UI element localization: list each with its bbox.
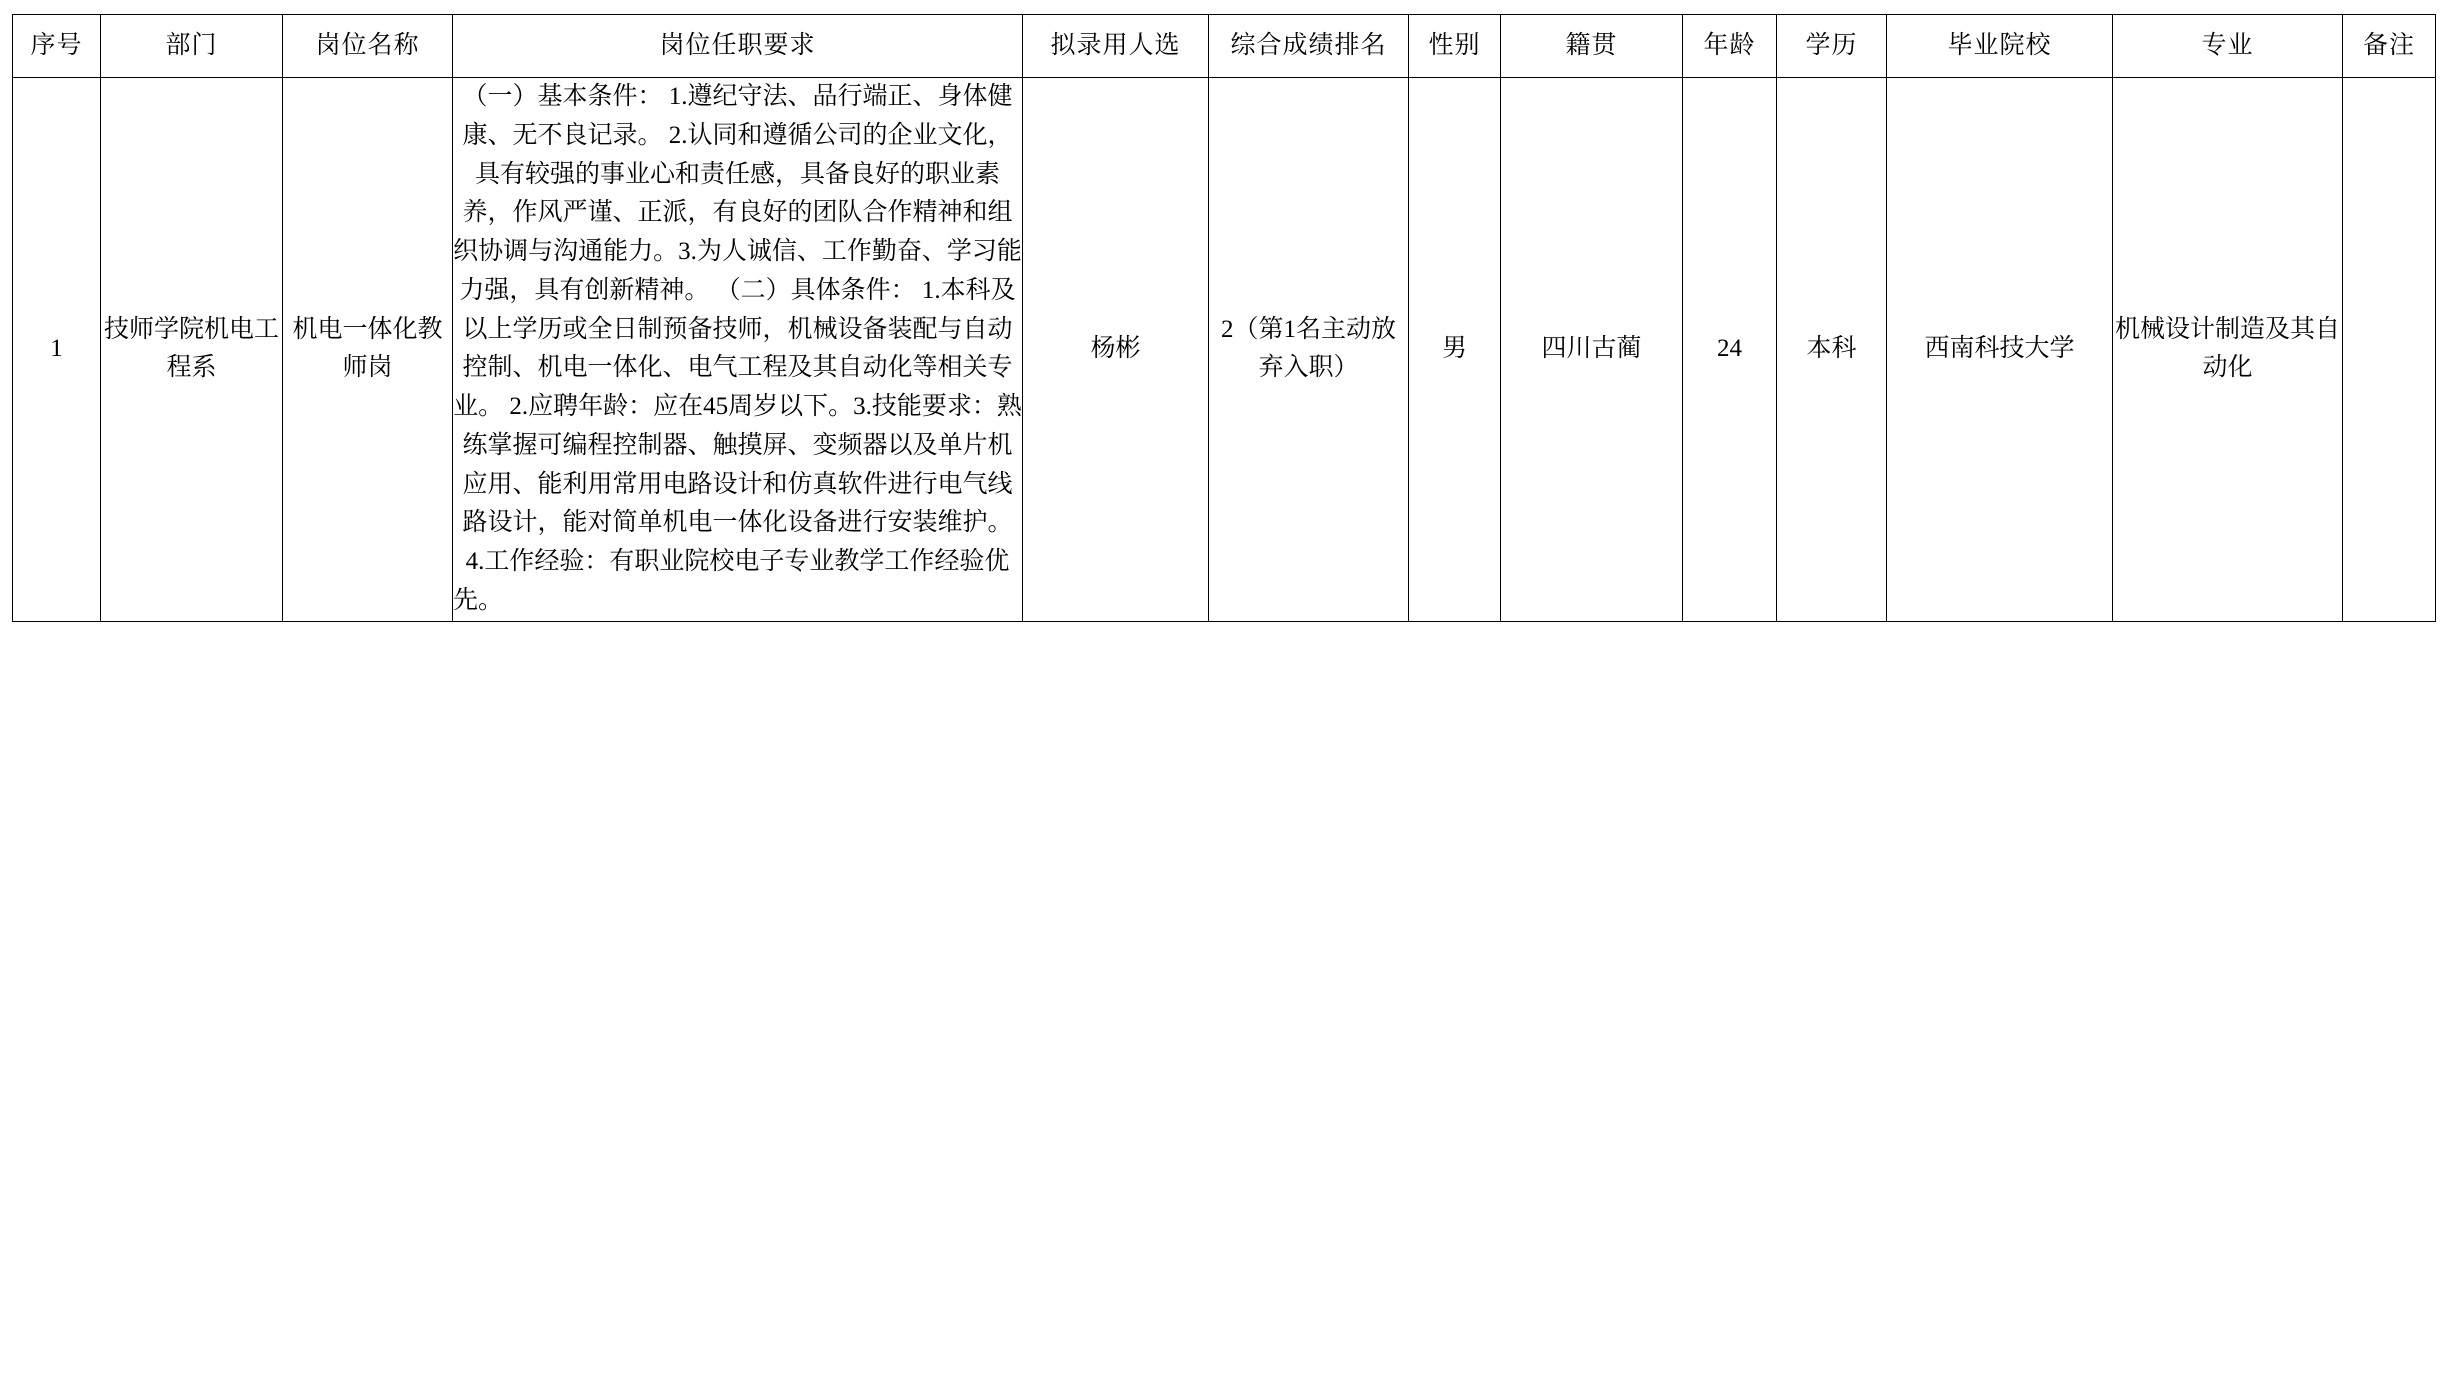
cell-post-name: 机电一体化教师岗	[283, 78, 453, 622]
table-row	[13, 78, 2436, 622]
cell-age: 24	[1683, 78, 1777, 622]
cell-education: 本科	[1777, 78, 1887, 622]
table-header	[13, 15, 2436, 78]
cell-remark	[2343, 78, 2436, 622]
cell-gender: 男	[1409, 78, 1501, 622]
cell-seq: 1	[13, 78, 101, 622]
cell-rank: 2（第1名主动放弃入职）	[1209, 78, 1409, 622]
column-header-rank: 综合成绩排名	[1209, 15, 1409, 78]
column-header-department: 部门	[101, 15, 283, 78]
requirements-text: （一）基本条件： 1.遵纪守法、品行端正、身体健康、无不良记录。 2.认同和遵循公司的企业文化，具有较强的事业心和责任感，具备良好的职业素养，作风严谨、正派，有良好的团队合作精神和组织协调与沟通能力。3.为人诚信、工作勤奋、学习能力强，具有创新精神。 （二）具体条件： 1.本科及以上学历或全日制预备技师，机械设备装配与自动控制、机电一体化、电气工程及其自动化等相关专业。 2.应聘年龄：应在45周岁以下。3.技能要求：熟练掌握可编程控制器、触摸屏、变频器以及单片机应用、能利用常用电路设计和仿真软件进行电气线路设计，能对简单机电一体化设备进行安装维护。 4.工作经验：有职业院校电子专业教学工作经验优先。	[453, 83, 1022, 614]
column-header-education: 学历	[1777, 15, 1887, 78]
cell-school: 西南科技大学	[1887, 78, 2113, 622]
column-header-native-place: 籍贯	[1501, 15, 1683, 78]
column-header-candidate: 拟录用人选	[1023, 15, 1209, 78]
column-header-remark: 备注	[2343, 15, 2436, 78]
cell-requirements	[453, 78, 1023, 622]
recruitment-table	[12, 14, 2436, 622]
cell-department: 技师学院机电工程系	[101, 78, 283, 622]
table-body	[13, 78, 2436, 622]
cell-major: 机械设计制造及其自动化	[2113, 78, 2343, 622]
column-header-major: 专业	[2113, 15, 2343, 78]
column-header-seq: 序号	[13, 15, 101, 78]
cell-native-place: 四川古蔺	[1501, 78, 1683, 622]
column-header-school: 毕业院校	[1887, 15, 2113, 78]
column-header-gender: 性别	[1409, 15, 1501, 78]
column-header-age: 年龄	[1683, 15, 1777, 78]
table-header-row	[13, 15, 2436, 78]
column-header-post-name: 岗位名称	[283, 15, 453, 78]
column-header-requirements: 岗位任职要求	[453, 15, 1023, 78]
cell-candidate: 杨彬	[1023, 78, 1209, 622]
